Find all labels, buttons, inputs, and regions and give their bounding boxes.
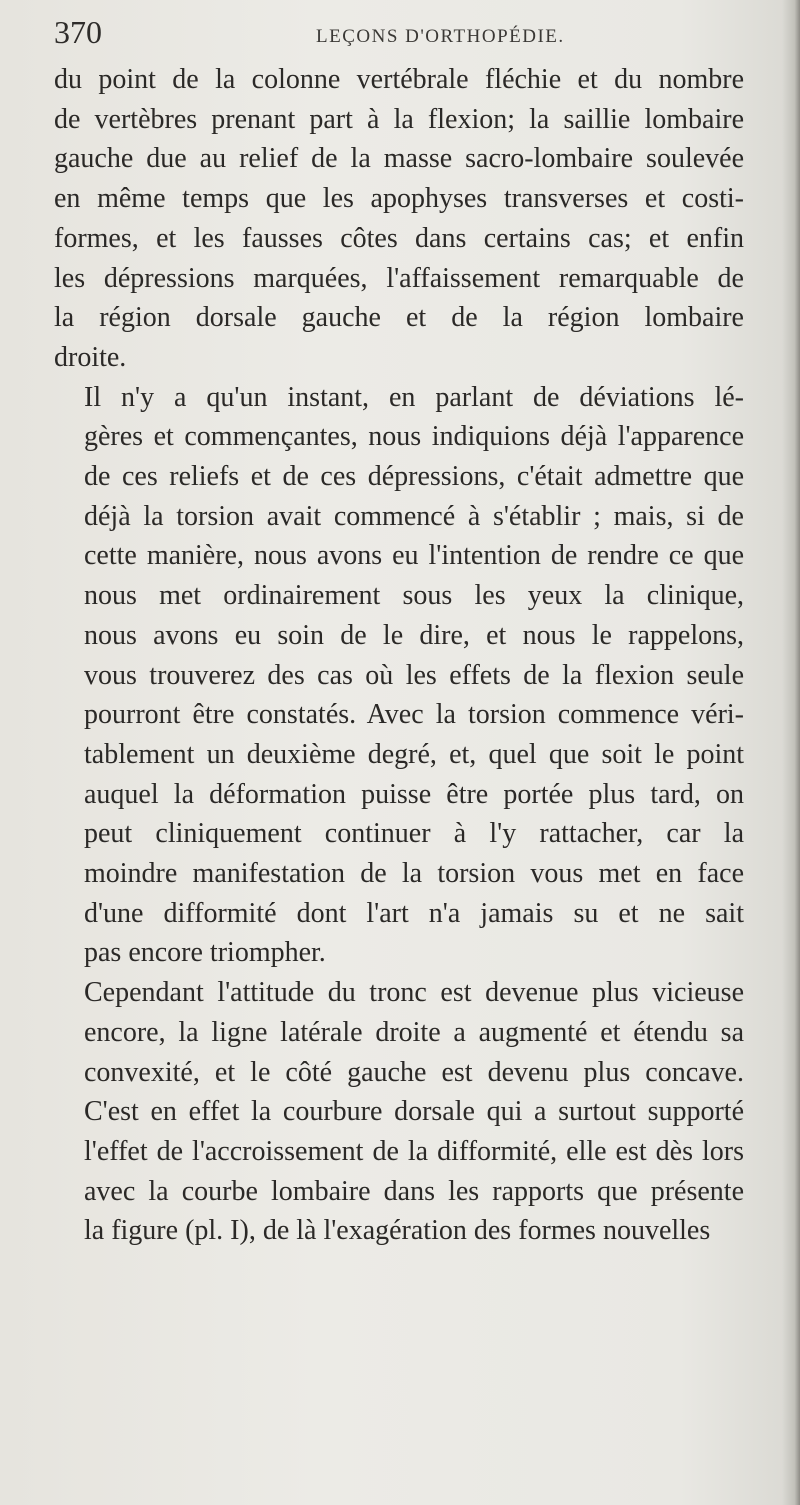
text-line: en même temps que les apophyses transverses et costi- [54, 183, 744, 215]
text-line: déjà la torsion avait commencé à s'établir ; mais, si de [84, 500, 744, 532]
text-line: pas encore triompher. [84, 937, 326, 969]
text-line: de ces reliefs et de ces dépressions, c'était admettre que [84, 461, 744, 493]
text-line: moindre manifestation de la torsion vous met en face [84, 858, 744, 890]
text-line: cette manière, nous avons eu l'intention de rendre ce que [84, 540, 744, 572]
text-line: gauche due au relief de la masse sacro-lombaire soulevée [54, 143, 744, 175]
text-line: encore, la ligne latérale droite a augmenté et étendu sa [84, 1016, 744, 1048]
text-line: nous avons eu soin de le dire, et nous le rappelons, [84, 619, 744, 651]
text-line: C'est en effet la courbure dorsale qui a surtout supporté [84, 1096, 744, 1128]
text-line: la région dorsale gauche et de la région lombaire [54, 302, 744, 334]
text-line: tablement un deuxième degré, et, quel que soit le point [84, 738, 744, 770]
text-line: avec la courbe lombaire dans les rapports que présente [84, 1175, 744, 1207]
page-header [54, 14, 744, 58]
text-line: auquel la déformation puisse être portée plus tard, on [84, 778, 744, 810]
text-line: de vertèbres prenant part à la flexion; la saillie lombaire [54, 103, 744, 135]
text-line: vous trouverez des cas où les effets de la flexion seule [84, 659, 744, 691]
text-line: d'une difformité dont l'art n'a jamais su et ne sait [84, 897, 744, 929]
running-head: LEÇONS D'ORTHOPÉDIE. [316, 26, 565, 47]
text-line: droite. [54, 341, 127, 373]
text-line: Cependant l'attitude du tronc est devenue plus vicieuse [84, 977, 744, 1009]
text-line: pourront être constatés. Avec la torsion commence véri- [84, 699, 744, 731]
text-line: du point de la colonne vertébrale fléchie et du nombre [54, 64, 744, 95]
page-edge-shadow [782, 0, 800, 1505]
text-line: formes, et les fausses côtes dans certains cas; et enfin [54, 222, 744, 254]
text-line: peut cliniquement continuer à l'y rattacher, car la [84, 818, 744, 850]
page-number: 370 [54, 14, 102, 50]
paragraph [54, 60, 744, 378]
text-line: Il n'y a qu'un instant, en parlant de déviations lé- [84, 381, 744, 413]
paragraph [54, 973, 744, 1251]
text-line: la figure (pl. I), de là l'exagération des formes nouvelles [84, 1215, 711, 1247]
text-line: les dépressions marquées, l'affaissement remarquable de [54, 262, 744, 294]
text-line: l'effet de l'accroissement de la difformité, elle est dès lors [84, 1135, 744, 1167]
paragraph [54, 378, 744, 974]
text-line: convexité, et le côté gauche est devenu plus concave. [84, 1056, 744, 1088]
text-line: gères et commençantes, nous indiquions déjà l'apparence [84, 421, 744, 453]
text-line: nous met ordinairement sous les yeux la clinique, [84, 580, 744, 612]
body-text [54, 60, 744, 1251]
